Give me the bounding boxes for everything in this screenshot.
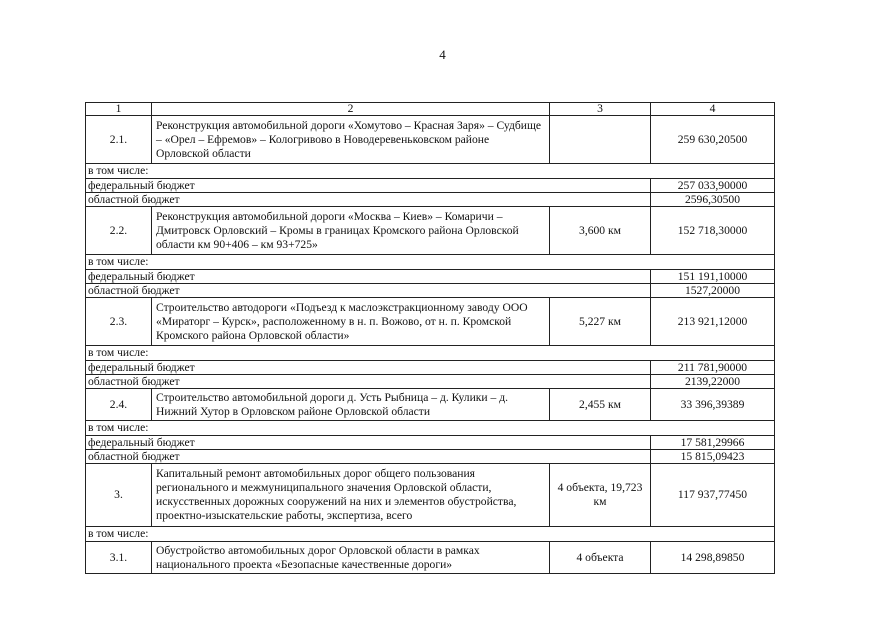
table-header-row <box>86 103 775 116</box>
budget-value: 2596,30500 <box>651 193 775 207</box>
table-row <box>86 116 775 164</box>
column-header: 1 <box>86 103 152 116</box>
item-sum: 14 298,89850 <box>651 542 775 574</box>
item-sum: 152 718,30000 <box>651 207 775 255</box>
budget-label: федеральный бюджет <box>86 179 651 193</box>
including-label: в том числе: <box>86 527 775 542</box>
budget-row <box>86 436 775 450</box>
item-number: 2.2. <box>86 207 152 255</box>
item-description: Капитальный ремонт автомобильных дорог общего пользования регионального и межмуниципального значения Орловской области, искусственных дорожных сооружений на них и элементов обустройства, проектно-изыскательские работы, экспертиза, всего <box>152 464 550 527</box>
budget-label: областной бюджет <box>86 450 651 464</box>
budget-row <box>86 193 775 207</box>
item-number: 2.1. <box>86 116 152 164</box>
item-number: 2.4. <box>86 389 152 421</box>
item-description: Реконструкция автомобильной дороги «Хомутово – Красная Заря» – Судбище – «Орел – Ефремов» – Кологривово в Новодеревеньковском районе Орловской области <box>152 116 550 164</box>
item-length: 5,227 км <box>550 298 651 346</box>
including-row <box>86 421 775 436</box>
table-row <box>86 298 775 346</box>
item-number: 2.3. <box>86 298 152 346</box>
budget-value: 2139,22000 <box>651 375 775 389</box>
budget-label: областной бюджет <box>86 193 651 207</box>
item-sum: 117 937,77450 <box>651 464 775 527</box>
including-label: в том числе: <box>86 255 775 270</box>
item-number: 3.1. <box>86 542 152 574</box>
budget-value: 15 815,09423 <box>651 450 775 464</box>
item-length: 3,600 км <box>550 207 651 255</box>
item-length: 4 объекта <box>550 542 651 574</box>
budget-row <box>86 375 775 389</box>
including-row <box>86 527 775 542</box>
including-label: в том числе: <box>86 346 775 361</box>
table-row <box>86 464 775 527</box>
budget-row <box>86 284 775 298</box>
table-row <box>86 542 775 574</box>
item-number: 3. <box>86 464 152 527</box>
budget-label: федеральный бюджет <box>86 361 651 375</box>
item-sum: 259 630,20500 <box>651 116 775 164</box>
page-number: 4 <box>439 47 446 62</box>
item-description: Строительство автодороги «Подъезд к маслоэкстракционному заводу ООО «Мираторг – Курск», расположенному в н. п. Вожово, от н. п. Кромской Кромского района Орловской области» <box>152 298 550 346</box>
budget-value: 257 033,90000 <box>651 179 775 193</box>
table-row <box>86 389 775 421</box>
including-label: в том числе: <box>86 421 775 436</box>
column-header: 2 <box>152 103 550 116</box>
including-row <box>86 346 775 361</box>
budget-label: федеральный бюджет <box>86 270 651 284</box>
budget-table <box>85 102 775 574</box>
including-row <box>86 164 775 179</box>
budget-value: 17 581,29966 <box>651 436 775 450</box>
budget-label: федеральный бюджет <box>86 436 651 450</box>
item-length: 4 объекта, 19,723 км <box>550 464 651 527</box>
budget-row <box>86 179 775 193</box>
budget-label: областной бюджет <box>86 375 651 389</box>
item-length: 2,455 км <box>550 389 651 421</box>
table-row <box>86 207 775 255</box>
budget-value: 1527,20000 <box>651 284 775 298</box>
including-row <box>86 255 775 270</box>
budget-label: областной бюджет <box>86 284 651 298</box>
column-header: 3 <box>550 103 651 116</box>
item-sum: 33 396,39389 <box>651 389 775 421</box>
budget-value: 151 191,10000 <box>651 270 775 284</box>
budget-row <box>86 361 775 375</box>
budget-row <box>86 270 775 284</box>
item-description: Строительство автомобильной дороги д. Усть Рыбница – д. Кулики – д. Нижний Хутор в Орловском районе Орловской области <box>152 389 550 421</box>
budget-value: 211 781,90000 <box>651 361 775 375</box>
item-description: Обустройство автомобильных дорог Орловской области в рамках национального проекта «Безопасные качественные дороги» <box>152 542 550 574</box>
item-sum: 213 921,12000 <box>651 298 775 346</box>
budget-row <box>86 450 775 464</box>
item-description: Реконструкция автомобильной дороги «Москва – Киев» – Комаричи – Дмитровск Орловский – Кромы в границах Кромского района Орловской области км 90+406 – км 93+725» <box>152 207 550 255</box>
including-label: в том числе: <box>86 164 775 179</box>
item-length <box>550 116 651 164</box>
column-header: 4 <box>651 103 775 116</box>
